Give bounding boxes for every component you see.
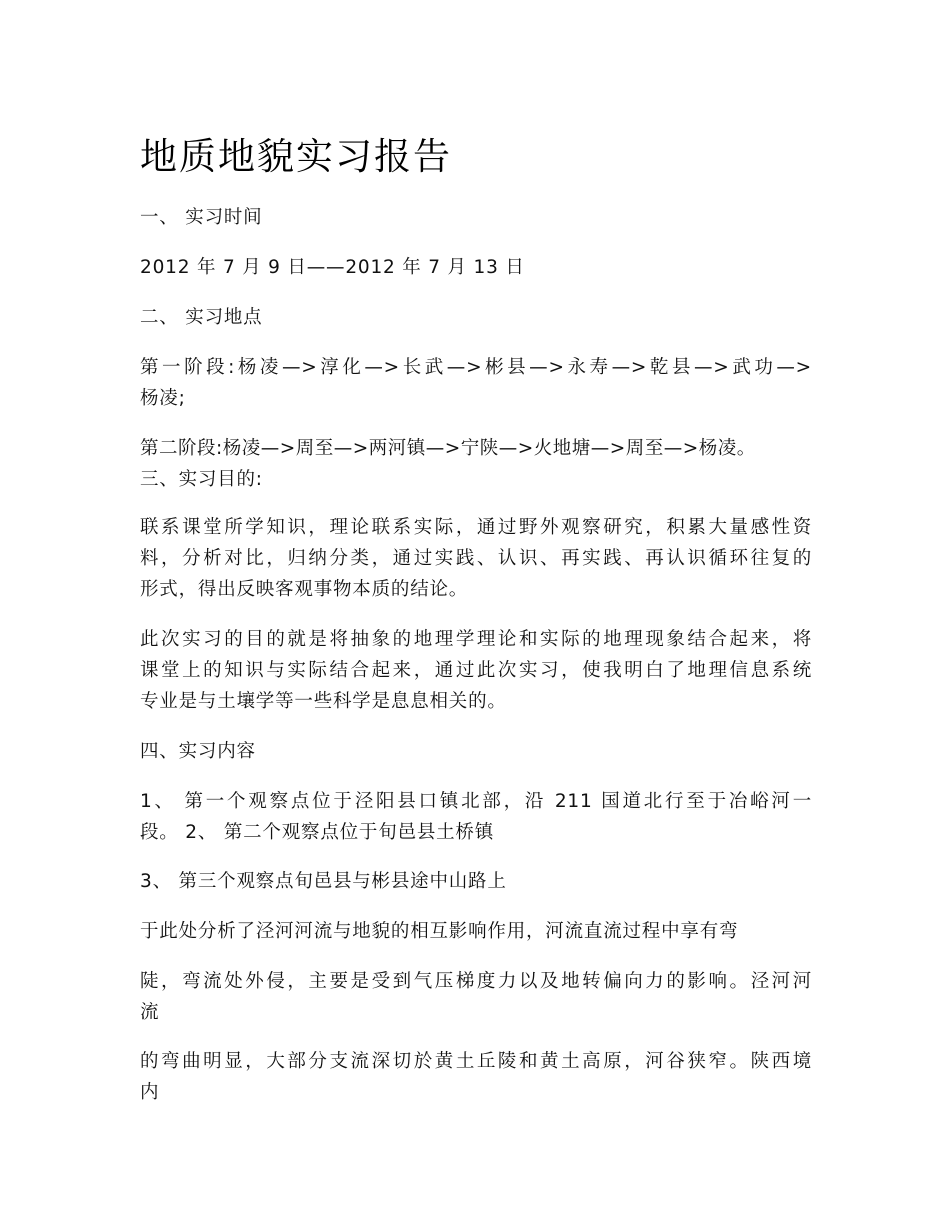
purpose-paragraph-1-line-2: 料，分析对比，归纳分类，通过实践、认识、再实践、再认识循环往复的	[140, 548, 812, 569]
observation-points-line-1: 1、 第一个观察点位于泾阳县口镇北部，沿 211 国道北行至于冶峪河一	[140, 791, 812, 812]
purpose-paragraph-1	[140, 512, 812, 605]
analysis-paragraph-2-line-2: 流	[140, 1002, 160, 1023]
stage-one-route-line-2: 杨凌;	[140, 388, 186, 409]
observation-points-1-2	[140, 786, 812, 848]
section-heading-time: 一、 实习时间	[140, 207, 263, 228]
purpose-paragraph-2-line-1: 此次实习的目的就是将抽象的地理学理论和实际的地理现象结合起来，将	[140, 629, 812, 650]
purpose-paragraph-1-line-3: 形式，得出反映客观事物本质的结论。	[140, 579, 469, 600]
internship-dates: 2012 年 7 月 9 日——2012 年 7 月 13 日	[140, 257, 525, 278]
section-heading-location: 二、 实习地点	[140, 307, 263, 328]
analysis-paragraph-3-line-2: 内	[140, 1082, 160, 1103]
stage-one-route-line-1: 第一阶段:杨凌—>淳化—>长武—>彬县—>永寿—>乾县—>武功—>	[140, 357, 812, 378]
purpose-paragraph-2	[140, 624, 812, 717]
analysis-paragraph-3	[140, 1046, 812, 1108]
stage-two-route	[140, 433, 812, 495]
purpose-paragraph-2-line-3: 专业是与土壤学等一些科学是息息相关的。	[140, 691, 507, 712]
section-heading-purpose: 三、实习目的:	[140, 469, 263, 490]
purpose-paragraph-1-line-1: 联系课堂所学知识，理论联系实际，通过野外观察研究，积累大量感性资	[140, 517, 812, 538]
purpose-paragraph-2-line-2: 课堂上的知识与实际结合起来，通过此次实习，使我明白了地理信息系统	[140, 660, 812, 681]
document-title: 地质地貌实习报告	[140, 135, 452, 178]
analysis-paragraph-3-line-1: 的弯曲明显，大部分支流深切於黄土丘陵和黄土高原，河谷狭窄。陕西境	[140, 1051, 812, 1072]
section-heading-content: 四、实习内容	[140, 741, 256, 762]
analysis-paragraph-2-line-1: 陡，弯流处外侵，主要是受到气压梯度力以及地转偏向力的影响。泾河河	[140, 971, 812, 992]
analysis-line-1: 于此处分析了泾河河流与地貌的相互影响作用，河流直流过程中享有弯	[140, 921, 739, 942]
observation-points-line-2: 段。 2、 第二个观察点位于旬邑县土桥镇	[140, 822, 495, 843]
observation-point-3: 3、 第三个观察点旬邑县与彬县途中山路上	[140, 871, 507, 892]
stage-one-route	[140, 352, 812, 414]
stage-two-route-line-1: 第二阶段:杨凌—>周至—>两河镇—>宁陕—>火地塘—>周至—>杨凌。	[140, 438, 756, 459]
analysis-paragraph-2	[140, 966, 812, 1028]
